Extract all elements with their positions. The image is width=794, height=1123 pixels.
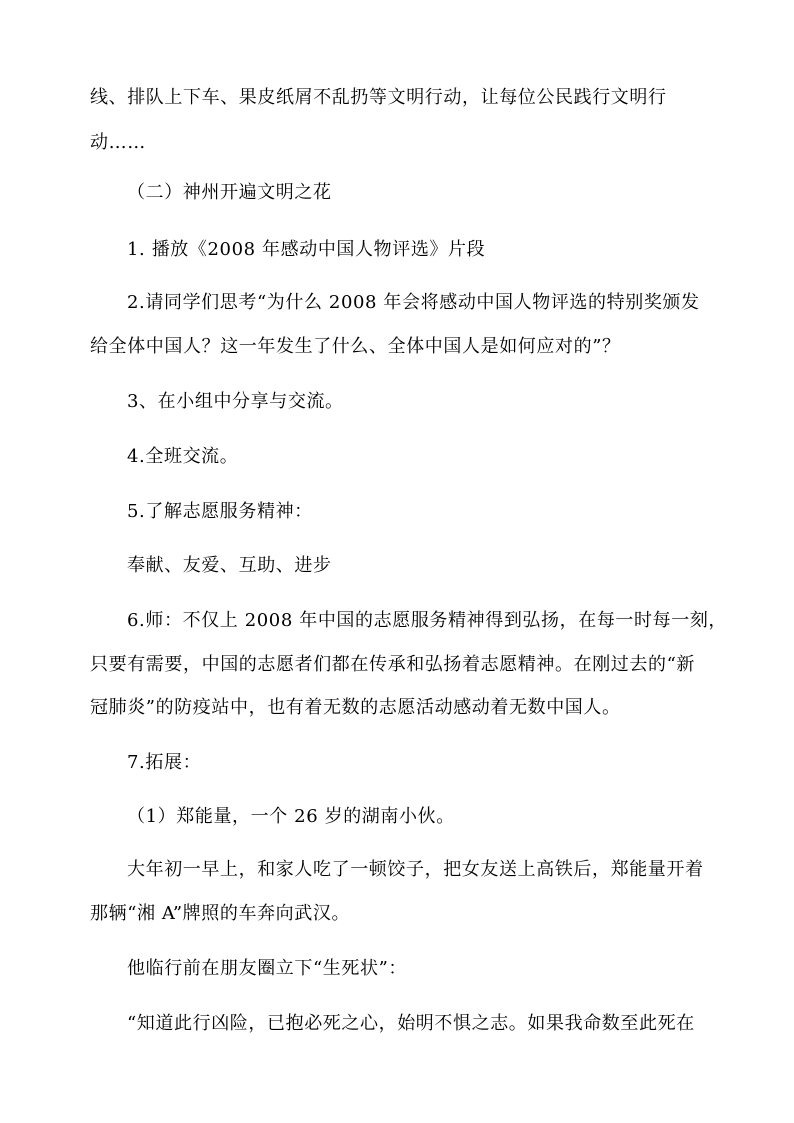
paragraph-line-1: 线、排队上下车、果皮纸屑不乱扔等文明行动，让每位公民践行文明行 [90,87,667,108]
item-6-line-3: 冠肺炎”的防疫站中，也有着无数的志愿活动感动着无数中国人。 [90,697,621,718]
item-2-line-1: 2.请同学们思考“为什么 2008 年会将感动中国人物评选的特别奖颁发 [127,292,700,313]
item-5: 5.了解志愿服务精神： [127,501,313,522]
section-heading: （二）神州开遍文明之花 [127,182,332,203]
item-6-line-2: 只要有需要，中国的志愿者们都在传承和弘扬着志愿精神。在刚过去的“新 [90,654,695,675]
item-3: 3、在小组中分享与交流。 [127,391,344,412]
item-4: 4.全班交流。 [127,446,239,467]
item-1: 1. 播放《2008 年感动中国人物评选》片段 [127,239,486,260]
story-line-2: 那辆“湘 A”牌照的车奔向武汉。 [90,903,351,924]
item-6-line-1: 6.师：不仅上 2008 年中国的志愿服务精神得到弘扬，在每一时每一刻， [127,610,728,631]
quote-line-1: “知道此行凶险，已抱必死之心，始明不惧之志。如果我命数至此死在 [127,1013,695,1034]
story-line-1: 大年初一早上，和家人吃了一顿饺子，把女友送上高铁后，郑能量开着 [127,859,704,880]
subitem-1: （1）郑能量，一个 26 岁的湖南小伙。 [127,806,455,827]
story-line-3: 他临行前在朋友圈立下“生死状”： [127,958,408,979]
item-2-line-2: 给全体中国人？这一年发生了什么、全体中国人是如何应对的”？ [90,336,621,357]
volunteer-spirit: 奉献、友爱、互助、进步 [127,555,332,576]
item-7: 7.拓展： [127,752,202,773]
paragraph-line-2: 动…… [90,132,146,153]
